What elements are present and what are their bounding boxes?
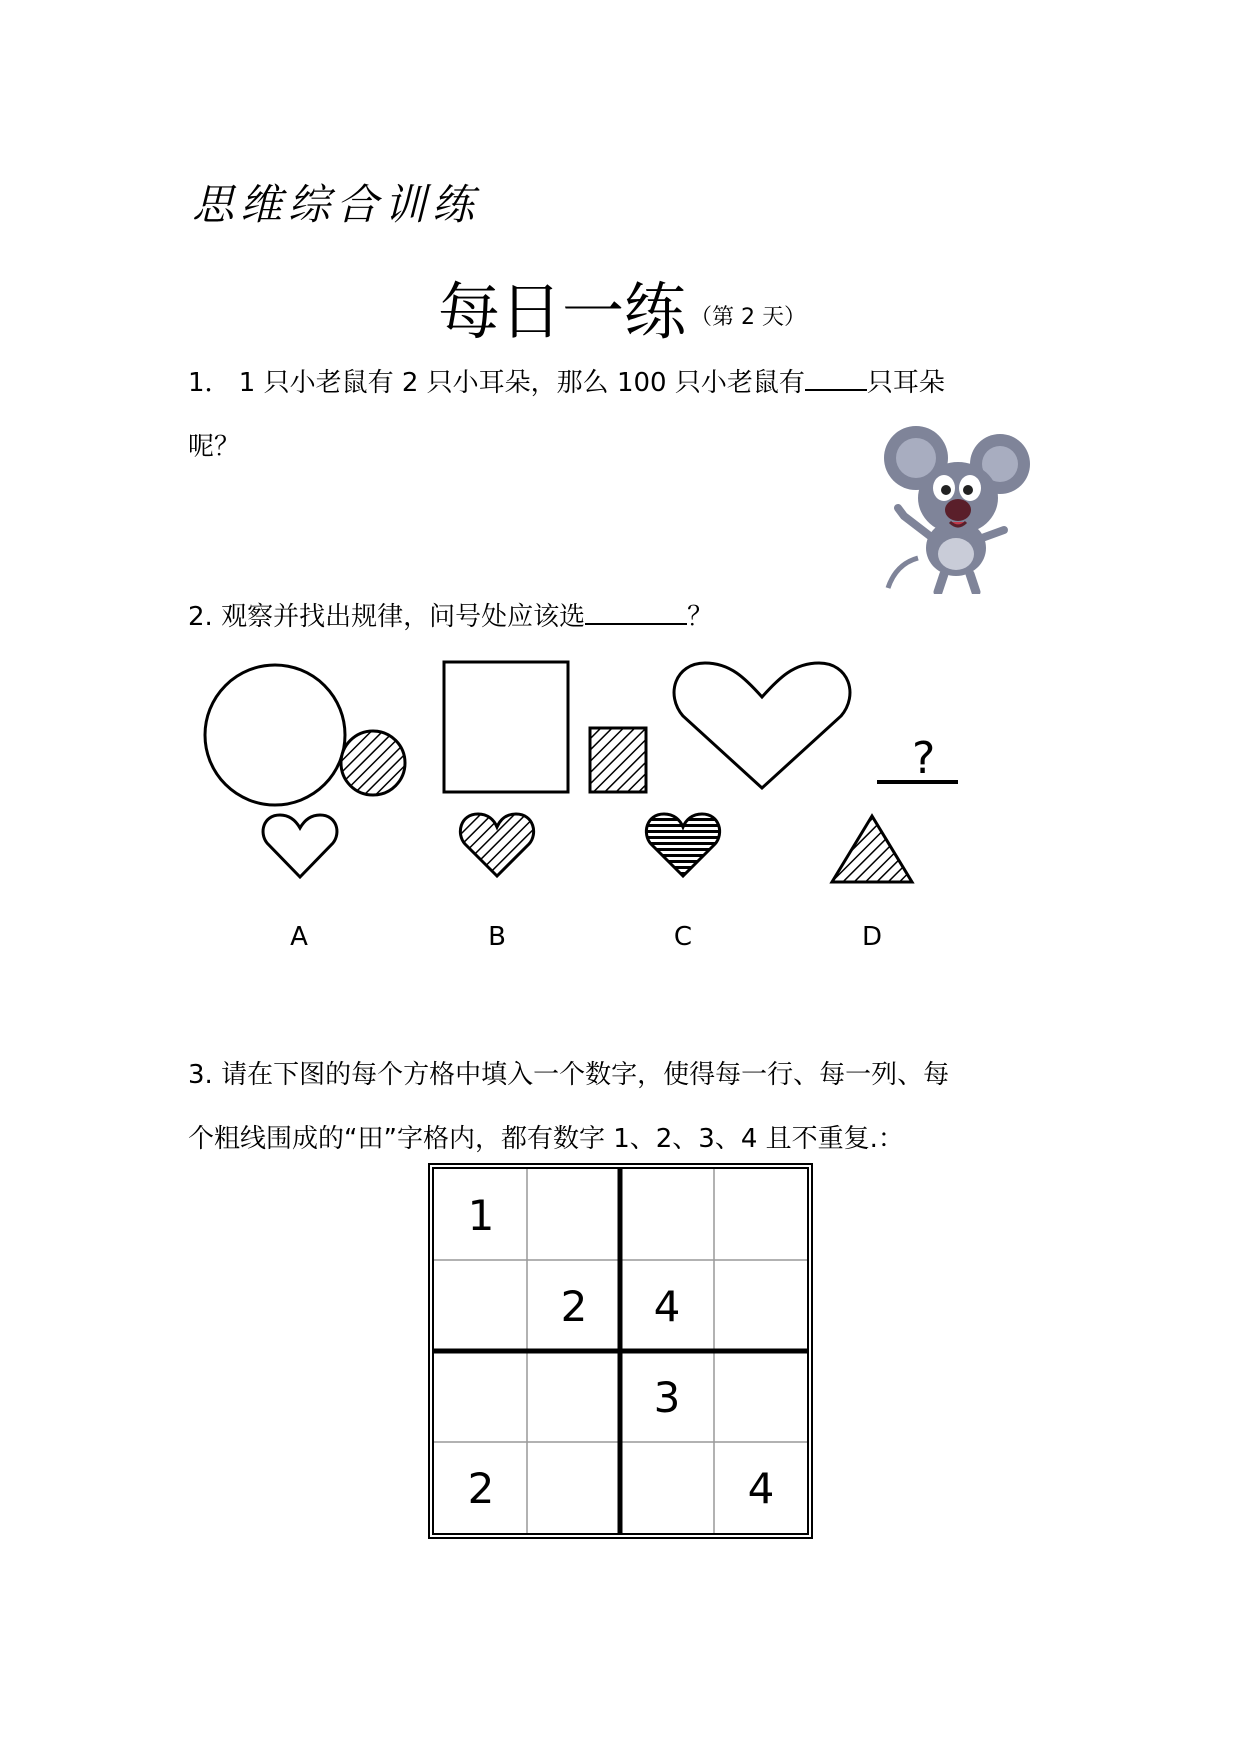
question-mark: ? [912, 733, 936, 784]
pattern-figure [180, 650, 980, 910]
sudoku-cell[interactable] [620, 1169, 714, 1261]
q2-text: 2. 观察并找出规律，问号处应该选 [188, 602, 586, 632]
sudoku-cell[interactable] [620, 1442, 714, 1534]
sudoku-cell[interactable] [527, 1351, 621, 1443]
sudoku-cell[interactable]: 3 [653, 1372, 681, 1422]
title-day: （第 2 天） [690, 305, 806, 331]
sudoku-cell[interactable]: 2 [467, 1463, 495, 1513]
sudoku-cell[interactable]: 2 [560, 1281, 588, 1331]
option-b-label[interactable]: B [488, 922, 506, 952]
option-d-label[interactable]: D [861, 922, 883, 952]
q2-answer-blank[interactable] [585, 623, 687, 625]
q1-answer-blank[interactable] [805, 389, 867, 391]
sudoku-cell[interactable] [714, 1169, 808, 1261]
mouse-illustration [878, 418, 1038, 594]
page-title [438, 262, 806, 351]
sudoku-cell[interactable] [714, 1260, 808, 1352]
q2-line [188, 596, 713, 633]
option-a-heart [263, 815, 337, 877]
q2-end: ？ [687, 602, 714, 632]
big-square [444, 662, 568, 792]
small-hatched-circle [341, 731, 405, 795]
big-heart [674, 663, 850, 788]
q3-line2: 个粗线围成的“田”字格内，都有数字 1、2、3、4 且不重复.： [188, 1124, 904, 1154]
option-c-heart [646, 814, 719, 876]
sudoku-grid [428, 1163, 813, 1539]
sudoku-cell[interactable]: 1 [467, 1190, 495, 1240]
option-b-heart [460, 814, 533, 876]
title-main: 每日一练 [438, 275, 687, 348]
big-circle [205, 665, 345, 805]
sudoku-cell[interactable] [527, 1442, 621, 1534]
sudoku-cell[interactable] [434, 1351, 528, 1443]
option-c-label[interactable]: C [673, 922, 693, 952]
option-d-triangle [832, 816, 912, 882]
q1-text-a: 1． 1 只小老鼠有 2 只小耳朵，那么 100 只小老鼠有 [188, 368, 805, 398]
q1-line1 [188, 362, 945, 399]
sudoku-cell[interactable]: 4 [747, 1463, 775, 1513]
q3-line1: 3. 请在下图的每个方格中填入一个数字，使得每一行、每一列、每 [188, 1060, 950, 1090]
page-header: 思维综合训练 [192, 180, 481, 229]
small-hatched-square [590, 728, 646, 792]
sudoku-cell[interactable] [434, 1260, 528, 1352]
sudoku-cell[interactable] [527, 1169, 621, 1261]
sudoku-cell[interactable]: 4 [653, 1281, 681, 1331]
q1-text-b: 只耳朵 [866, 368, 945, 398]
sudoku-cell[interactable] [714, 1351, 808, 1443]
option-a-label[interactable]: A [290, 922, 308, 952]
q1-line2: 呢？ [188, 432, 241, 462]
